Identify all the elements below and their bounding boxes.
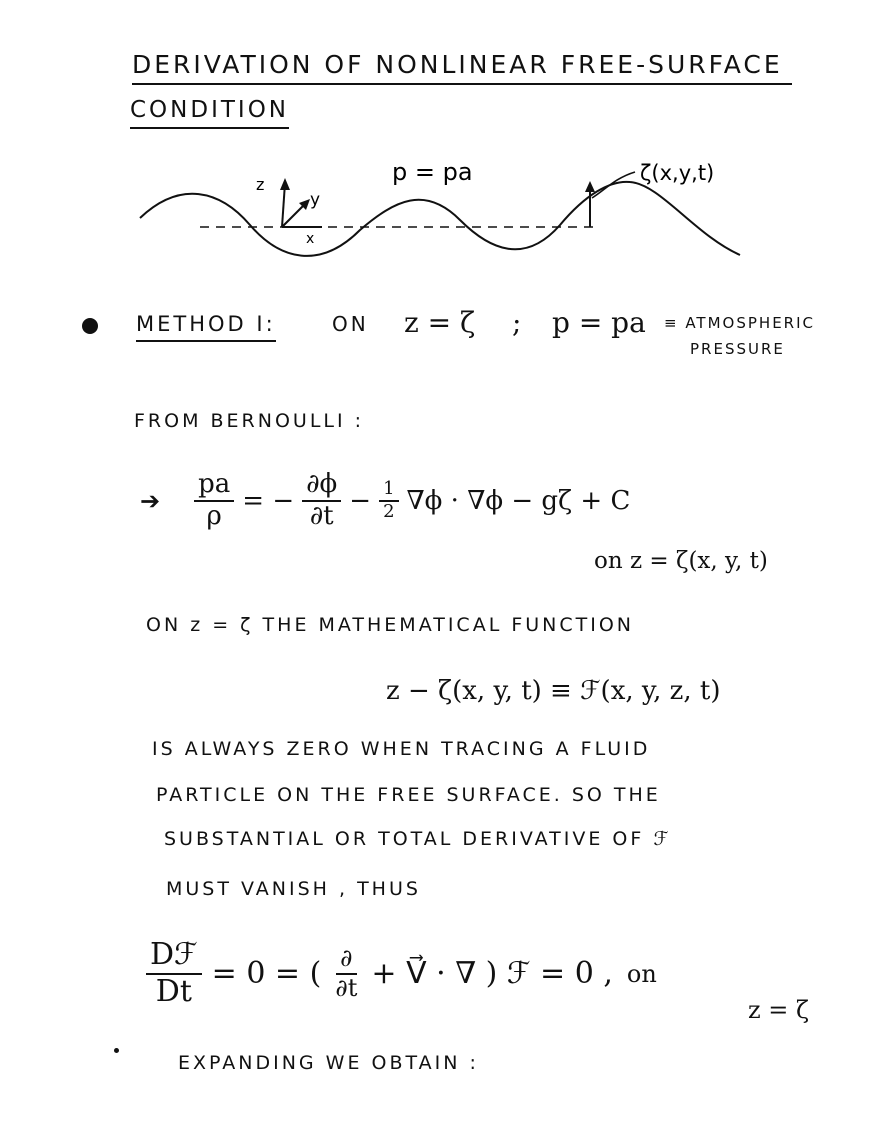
derivative-rest: + V⃗ · ∇ ) ℱ = 0 ,	[371, 956, 613, 991]
axis-y-label: y	[310, 190, 321, 210]
method-on: ON	[332, 312, 369, 336]
derivative-on: on	[626, 959, 657, 988]
pressure-numerator: pa	[194, 470, 234, 502]
substantial-derivative-fraction	[146, 938, 202, 1009]
equals-minus: = −	[242, 485, 295, 516]
elevation-arrowhead	[585, 181, 595, 192]
derivative-equation	[142, 938, 657, 1009]
z-axis-arrowhead	[280, 178, 290, 190]
bernoulli-rest: ∇ϕ · ∇ϕ − gζ + C	[406, 485, 631, 516]
paragraph-line1: IS ALWAYS ZERO WHEN TRACING A FLUID	[152, 738, 651, 760]
pressure-density-fraction	[194, 470, 234, 532]
minus-sign: −	[349, 485, 372, 516]
equals-zero-paren: = 0 = (	[211, 956, 322, 991]
elevation-leader-line	[592, 172, 635, 198]
half-denominator: 2	[383, 500, 395, 522]
derivative-on-z: z = ζ	[748, 996, 810, 1024]
partial-time-fraction	[331, 945, 361, 1002]
elevation-label: ζ(x,y,t)	[640, 161, 715, 185]
bernoulli-equation	[140, 470, 630, 532]
substantial-denominator: Dt	[155, 973, 192, 1009]
function-intro: ON z = ζ THE MATHEMATICAL FUNCTION	[146, 614, 635, 636]
partial-numerator: ∂	[336, 945, 356, 975]
method-equiv-atmospheric: ≡ ATMOSPHERIC	[664, 314, 815, 332]
paragraph-line4: MUST VANISH , THUS	[166, 878, 421, 900]
margin-mark	[114, 1048, 119, 1053]
method-pressure: PRESSURE	[690, 340, 785, 358]
method-separator: ;	[512, 306, 522, 339]
partial-denominator: ∂t	[335, 973, 358, 1002]
bullet-arrow-icon: ➔	[140, 486, 161, 515]
bernoulli-on-surface: on z = ζ(x, y, t)	[594, 548, 768, 574]
bullet-point	[82, 318, 98, 334]
substantial-numerator: Dℱ	[146, 938, 202, 975]
dt-denominator: ∂t	[309, 500, 334, 531]
paragraph-line3: SUBSTANTIAL OR TOTAL DERIVATIVE OF ℱ	[164, 828, 672, 850]
time-derivative-fraction	[302, 470, 341, 532]
wave-figure	[130, 150, 770, 275]
wave-curve	[140, 182, 740, 256]
method-condition-z: z = ζ	[404, 306, 476, 339]
pressure-label: p = pa	[392, 158, 473, 186]
method-condition-p: p = pa	[552, 306, 646, 339]
title-line2: CONDITION	[130, 97, 289, 129]
bernoulli-heading: FROM BERNOULLI :	[134, 410, 365, 432]
axis-x-label: x	[306, 231, 315, 247]
density-denominator: ρ	[206, 500, 222, 531]
half-fraction	[379, 479, 398, 522]
dphi-numerator: ∂ϕ	[302, 470, 341, 502]
title-line1: DERIVATION OF NONLINEAR FREE-SURFACE	[132, 50, 792, 85]
paragraph-line2: PARTICLE ON THE FREE SURFACE. SO THE	[156, 784, 661, 806]
method-label: METHOD I:	[136, 312, 276, 342]
function-definition: z − ζ(x, y, t) ≡ ℱ(x, y, z, t)	[386, 676, 721, 706]
half-numerator: 1	[379, 479, 398, 502]
expanding-line: EXPANDING WE OBTAIN :	[178, 1052, 479, 1074]
axis-z-label: z	[256, 175, 265, 194]
